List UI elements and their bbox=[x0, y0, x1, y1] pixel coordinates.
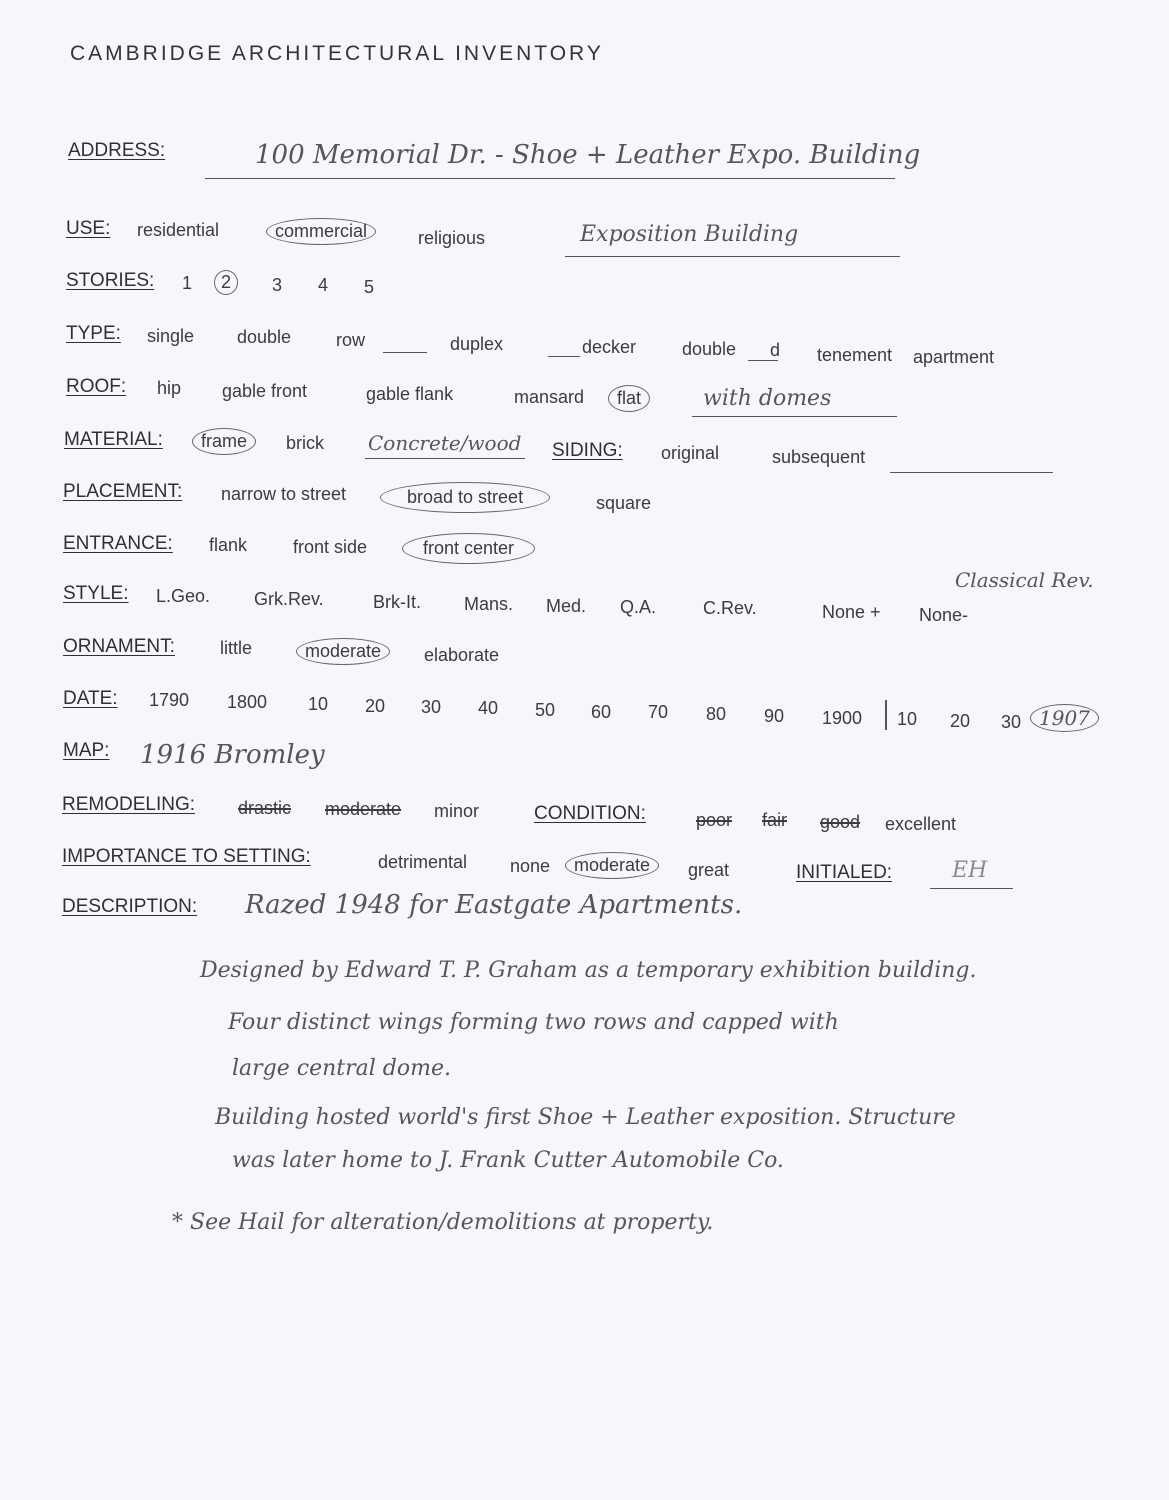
use-option-residential: residential bbox=[137, 220, 220, 240]
style-option-grkrev: Grk.Rev. bbox=[254, 589, 324, 609]
importance-option-none: none bbox=[510, 856, 551, 876]
entrance-option-front-side: front side bbox=[293, 537, 368, 557]
material-note-line bbox=[365, 458, 525, 459]
description-line-6: * See Hail for alteration/demolitions at property. bbox=[172, 1210, 714, 1235]
ornament-option-little: little bbox=[220, 638, 253, 658]
placement-label: PLACEMENT: bbox=[63, 481, 183, 502]
ornament-option-moderate: moderate bbox=[296, 638, 390, 665]
style-option-mans: Mans. bbox=[464, 594, 514, 614]
style-option-med: Med. bbox=[546, 596, 587, 616]
importance-option-detrimental: detrimental bbox=[378, 852, 468, 872]
entrance-option-front-center: front center bbox=[402, 533, 535, 564]
remodeling-option-drastic: drastic bbox=[238, 798, 292, 818]
importance-label: IMPORTANCE TO SETTING: bbox=[62, 846, 311, 867]
ornament-option-elaborate: elaborate bbox=[424, 645, 500, 665]
description-line-4: Building hosted world's first Shoe + Leather exposition. Structure bbox=[215, 1105, 956, 1130]
type-option-tenement: tenement bbox=[817, 345, 893, 365]
address-value: 100 Memorial Dr. - Shoe + Leather Expo. Building bbox=[255, 140, 921, 170]
siding-option-subsequent: subsequent bbox=[772, 447, 866, 467]
stories-option-2: 2 bbox=[214, 270, 238, 295]
roof-option-hip: hip bbox=[157, 378, 182, 398]
type-option-decker: decker bbox=[582, 337, 637, 357]
description-label: DESCRIPTION: bbox=[62, 896, 198, 917]
date-option-90: 90 bbox=[764, 706, 785, 726]
siding-option-original: original bbox=[661, 443, 720, 463]
style-option-none-minus: None- bbox=[919, 605, 969, 625]
condition-option-excellent: excellent bbox=[885, 814, 957, 834]
material-note: Concrete/wood bbox=[368, 431, 522, 455]
type-option-row: row bbox=[336, 330, 366, 350]
style-note: Classical Rev. bbox=[955, 568, 1094, 592]
material-option-brick: brick bbox=[286, 433, 325, 453]
type-decker-blank bbox=[548, 356, 580, 357]
roof-option-mansard: mansard bbox=[514, 387, 585, 407]
style-option-brkit: Brk-It. bbox=[373, 592, 421, 612]
date-option-30: 30 bbox=[421, 697, 442, 717]
placement-option-narrow: narrow to street bbox=[221, 484, 347, 504]
type-option-double: double bbox=[237, 327, 292, 347]
ornament-label: ORNAMENT: bbox=[63, 636, 175, 657]
date-option-1910: 10 bbox=[897, 709, 918, 729]
roof-option-gable-flank: gable flank bbox=[366, 384, 454, 404]
initialed-line bbox=[930, 888, 1013, 889]
initialed-label: INITIALED: bbox=[796, 862, 893, 883]
use-option-religious: religious bbox=[418, 228, 486, 248]
importance-option-great: great bbox=[688, 860, 730, 880]
date-option-1920: 20 bbox=[950, 711, 971, 731]
date-option-80: 80 bbox=[706, 704, 727, 724]
use-note: Exposition Building bbox=[580, 222, 799, 247]
type-option-apartment: apartment bbox=[913, 347, 995, 367]
description-line-5: was later home to J. Frank Cutter Automobile Co. bbox=[232, 1148, 784, 1173]
date-option-1800: 1800 bbox=[227, 692, 268, 712]
style-option-lgeo: L.Geo. bbox=[156, 586, 211, 606]
date-option-50: 50 bbox=[535, 700, 556, 720]
date-option-1790: 1790 bbox=[149, 690, 190, 710]
type-label: TYPE: bbox=[66, 323, 121, 344]
type-option-d: d bbox=[770, 340, 781, 360]
placement-option-broad: broad to street bbox=[380, 482, 550, 513]
placement-option-square: square bbox=[596, 493, 652, 513]
initialed-value: EH bbox=[952, 858, 988, 883]
roof-note-line bbox=[692, 416, 897, 417]
date-divider bbox=[885, 700, 887, 730]
roof-label: ROOF: bbox=[66, 376, 127, 397]
style-option-crev: C.Rev. bbox=[703, 598, 757, 618]
style-option-qa: Q.A. bbox=[620, 597, 657, 617]
type-option-duplex: duplex bbox=[450, 334, 504, 354]
address-label: ADDRESS: bbox=[68, 140, 166, 161]
date-label: DATE: bbox=[63, 688, 118, 709]
condition-option-poor: poor bbox=[696, 810, 733, 830]
use-option-commercial: commercial bbox=[266, 218, 376, 245]
date-option-60: 60 bbox=[591, 702, 612, 722]
description-line-2: Four distinct wings forming two rows and capped with bbox=[228, 1010, 839, 1035]
type-option-double-d: double bbox=[682, 339, 737, 359]
material-option-frame: frame bbox=[192, 428, 256, 455]
date-option-10: 10 bbox=[308, 694, 329, 714]
description-first-line: Razed 1948 for Eastgate Apartments. bbox=[245, 890, 743, 920]
condition-option-fair: fair bbox=[762, 810, 788, 830]
address-line bbox=[205, 178, 895, 179]
date-option-1900: 1900 bbox=[822, 708, 863, 728]
remodeling-option-minor: minor bbox=[434, 801, 480, 821]
style-option-none-plus: None + bbox=[822, 602, 881, 622]
description-line-1: Designed by Edward T. P. Graham as a temporary exhibition building. bbox=[200, 958, 977, 983]
material-label: MATERIAL: bbox=[64, 429, 163, 450]
remodeling-label: REMODELING: bbox=[62, 794, 196, 815]
stories-option-4: 4 bbox=[318, 275, 329, 295]
roof-note: with domes bbox=[703, 386, 832, 411]
stories-option-3: 3 bbox=[272, 275, 283, 295]
map-note: 1916 Bromley bbox=[140, 740, 325, 770]
remodeling-option-moderate: moderate bbox=[325, 799, 402, 819]
use-label: USE: bbox=[66, 218, 111, 239]
type-option-single: single bbox=[147, 326, 195, 346]
description-line-3: large central dome. bbox=[232, 1056, 451, 1081]
map-label: MAP: bbox=[63, 740, 110, 761]
stories-option-5: 5 bbox=[364, 277, 375, 297]
roof-option-gable-front: gable front bbox=[222, 381, 308, 401]
roof-option-flat: flat bbox=[608, 385, 650, 412]
condition-label: CONDITION: bbox=[534, 803, 646, 824]
date-option-1930: 30 bbox=[1001, 712, 1022, 732]
condition-option-good: good bbox=[820, 812, 861, 832]
form-title: CAMBRIDGE ARCHITECTURAL INVENTORY bbox=[70, 42, 604, 65]
date-option-70: 70 bbox=[648, 702, 669, 722]
siding-label: SIDING: bbox=[552, 440, 623, 461]
use-note-line bbox=[565, 256, 900, 257]
date-option-20: 20 bbox=[365, 696, 386, 716]
date-note: 1907 bbox=[1030, 704, 1099, 732]
type-row-blank bbox=[383, 352, 427, 353]
date-option-40: 40 bbox=[478, 698, 499, 718]
entrance-label: ENTRANCE: bbox=[63, 533, 173, 554]
style-label: STYLE: bbox=[63, 583, 129, 604]
stories-label: STORIES: bbox=[66, 270, 155, 291]
importance-option-moderate: moderate bbox=[565, 852, 659, 879]
stories-option-1: 1 bbox=[182, 273, 193, 293]
entrance-option-flank: flank bbox=[209, 535, 248, 555]
siding-blank bbox=[890, 472, 1053, 473]
